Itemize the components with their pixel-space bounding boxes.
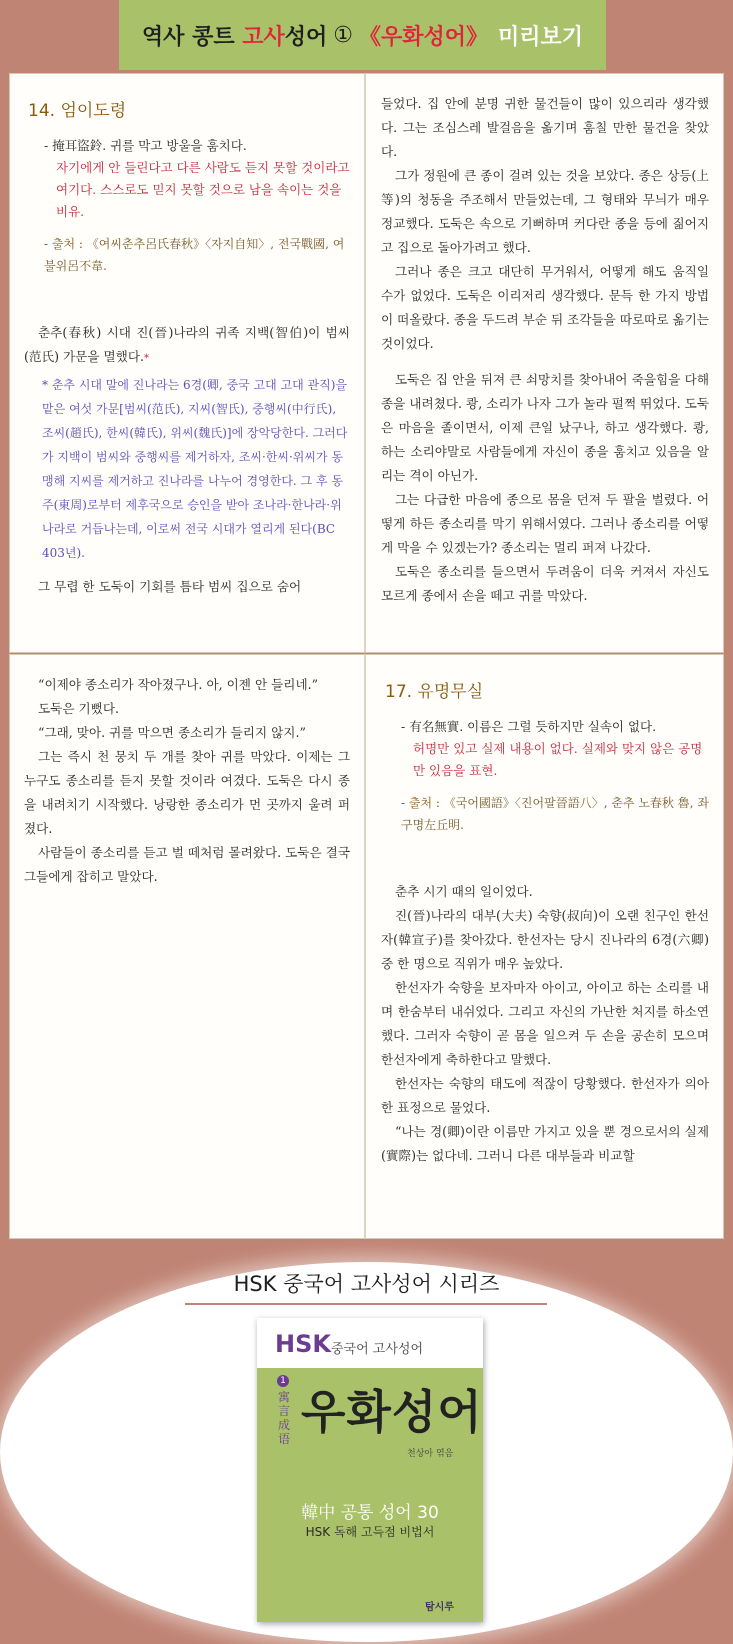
story-paragraph: “그래, 맞아. 귀를 막으면 종소리가 들리지 않지.” xyxy=(38,725,306,740)
cover-brand: HSK xyxy=(275,1330,331,1358)
spread1-right-page xyxy=(367,74,723,652)
page-spread-2 xyxy=(10,655,723,1238)
page-spread-1 xyxy=(10,74,723,652)
story-paragraph: 춘추 시기 때의 일이었다. xyxy=(395,884,533,899)
story-paragraph: 그는 다급한 마음에 종으로 몸을 던져 두 팔을 벌렸다. 어떻게 하든 종소리를 막기 위해서였다. 그러나 종소리를 어떻게 막을 수 있겠는가? 종소리는 멀리 퍼져 나갔다. xyxy=(381,492,709,555)
story-paragraph: 한선자가 숙향을 보자마자 아이고, 아이고 하는 소리를 내며 한숨부터 내쉬었다. 그리고 자신의 가난한 처지를 하소연했다. 그러자 숙향이 곧 몸을 일으켜 두 손을 공손히 모으며 한선자에게 축하한다고 말했다. xyxy=(381,980,709,1067)
story-paragraph: 그는 즉시 천 뭉치 두 개를 찾아 귀를 막았다. 이제는 그 누구도 종소리를 듣지 못할 것이라 여겼다. 도둑은 다시 종을 내려치기 시작했다. 낭랑한 종소리가 먼 곳까지 울려 퍼졌다. xyxy=(24,749,350,836)
cover-subtitle: 중국어 고사성어 xyxy=(331,1342,424,1357)
spread2-left-page xyxy=(10,655,366,1238)
banner-book-title: 《우화성어》 xyxy=(359,24,489,50)
idiom-source xyxy=(401,792,709,836)
preview-banner xyxy=(119,0,606,70)
source-text: 《국어國語》〈진어팔晉語八〉, 춘추 노春秋 魯, 좌구명左丘明. xyxy=(401,796,709,832)
chapter-heading-14: 14. 엄이도령 xyxy=(28,101,127,121)
book-cover[interactable] xyxy=(257,1318,483,1622)
series-underline xyxy=(185,1303,547,1305)
footnote-marker: * xyxy=(144,353,150,364)
banner-label-seongeo: 성어 xyxy=(284,24,328,50)
story-paragraph: 들었다. 집 안에 분명 귀한 물건들이 많이 있으리라 생각했다. 그는 조심스레 발걸음을 옮기며 훔칠 만한 물건을 찾았다. xyxy=(381,96,709,159)
story-paragraph: 그가 정원에 큰 종이 걸려 있는 것을 보았다. 종은 상등(上等)의 청동을 주조해서 만들었는데, 그 형태와 무늬가 매우 정교했다. 도둑은 속으로 기뻐하며 커다란 종을 등에 짊어지고 집으로 돌아가려고 했다. xyxy=(381,168,709,255)
source-label: - 출처 : xyxy=(401,796,440,810)
cover-title: 우화성어 xyxy=(301,1385,483,1439)
idiom-definition xyxy=(401,716,709,782)
volume-number: ① xyxy=(333,22,354,48)
series-title: HSK 중국어 고사성어 시리즈 xyxy=(233,1272,500,1296)
story-paragraph: 도둑은 기뻤다. xyxy=(38,701,119,716)
story-paragraph: “이제야 종소리가 작아졌구나. 아, 이젠 안 들리네.” xyxy=(38,677,319,692)
cover-tagline-1: 韓中 공통 성어 30 xyxy=(301,1503,439,1523)
idiom-meaning: 자기에게 안 들린다고 다른 사람도 듣지 못할 것이라고 여기다. 스스로도 믿지 못할 것으로 남을 속이는 것을 비유. xyxy=(56,160,350,219)
story-paragraph: 한선자는 숙향의 태도에 적잖이 당황했다. 한선자가 의아한 표정으로 물었다. xyxy=(381,1076,709,1115)
idiom-source xyxy=(44,233,350,277)
story-paragraph: 도둑은 집 안을 뒤져 큰 쇠망치를 찾아내어 죽을힘을 다해 종을 내려쳤다. 쾅, 소리가 나자 그가 놀라 펄쩍 뛰었다. 도둑은 마음을 졸이면서, 이제 큰일 났구나, 하고 생각했다. 쾅, 하는 소리야말로 사람들에게 자신이 종을 훔치고 있음을 알리는 격이 아닌가. xyxy=(381,372,709,483)
idiom-definition xyxy=(44,135,350,223)
cover-tagline-2: HSK 독해 고득점 비법서 xyxy=(305,1525,435,1539)
spread1-left-page xyxy=(10,74,366,652)
story-paragraph: 사람들이 종소리를 듣고 벌 떼처럼 몰려왔다. 도둑은 결국 그들에게 잡히고 말았다. xyxy=(24,845,350,884)
idiom-literal: - 有名無實. 이름은 그럴 듯하지만 실속이 없다. xyxy=(401,719,657,734)
source-text: 《여씨춘추呂氏春秋》〈자지自知〉, 전국戰國, 여불위呂不韋. xyxy=(44,237,345,273)
story-paragraph: 진(晉)나라의 대부(大夫) 숙향(叔向)이 오랜 친구인 한선자(韓宣子)를 찾아갔다. 한선자는 당시 진나라의 6경(六卿) 중 한 명으로 직위가 매우 높았다. xyxy=(381,908,709,971)
story-paragraph: 춘추(春秋) 시대 진(晉)나라의 귀족 지백(智伯)이 범씨(范氏) 가문을 멸했다.* xyxy=(24,325,350,364)
story-paragraph: 그 무렵 한 도둑이 기회를 틈타 범씨 집으로 숨어 xyxy=(38,579,302,594)
idiom-literal: - 掩耳盜鈴. 귀를 막고 방울을 훔치다. xyxy=(44,138,247,153)
chapter-heading-17: 17. 유명무실 xyxy=(385,682,484,702)
cover-vertical-label: 寓言成语 xyxy=(277,1390,290,1446)
cover-author: 천상아 엮음 xyxy=(407,1449,454,1459)
story-paragraph: 도둑은 종소리를 들으면서 두려움이 더욱 커져서 자신도 모르게 종에서 손을 떼고 귀를 막았다. xyxy=(381,564,709,603)
banner-preview-label: 미리보기 xyxy=(498,24,584,50)
cover-volume-number: 1 xyxy=(277,1375,289,1387)
idiom-meaning: 허명만 있고 실제 내용이 없다. 실제와 맞지 않은 공명만 있음을 표현. xyxy=(413,741,703,778)
story-paragraph: 그러나 종은 크고 대단히 무거워서, 어떻게 해도 움직일 수가 없었다. 도둑은 이리저리 생각했다. 문득 한 가지 방법이 떠올랐다. 종을 두드려 부순 뒤 조각들을 따로따로 옮기는 것이었다. xyxy=(381,264,710,351)
footnote: * 춘추 시대 말에 진나라는 6경(卿, 중국 고대 고대 관직)을 맡은 여섯 가문[범씨(范氏), 지씨(智氏), 중행씨(中行氏), 조씨(趙氏), 한씨(韓氏), 위씨(魏氏)]에 장악당한다. 그러다가 지백이 범씨와 중행씨를 제거하자, 조씨·한씨·위씨가 동맹해 지씨를 제거하고 진나라를 나누어 경영한다. 그 후 동주(東周)로부터 제후국으로 승인을 받아 조나라·한나라·위나라로 거듭나는데, 이로써 전국 시대가 열리게 된다(BC 403년). xyxy=(42,378,348,560)
story-paragraph: “나는 경(卿)이란 이름만 가지고 있을 뿐 경으로서의 실제(實際)는 없다네. 그러니 다른 대부들과 비교할 xyxy=(381,1124,709,1163)
spread2-right-page xyxy=(367,655,723,1238)
banner-label-history: 역사 콩트 xyxy=(141,24,235,50)
source-label: - 출처 : xyxy=(44,237,83,251)
cover-publisher-logo: 탐시루 xyxy=(425,1602,454,1613)
banner-label-gosa: 고사 xyxy=(242,24,285,50)
